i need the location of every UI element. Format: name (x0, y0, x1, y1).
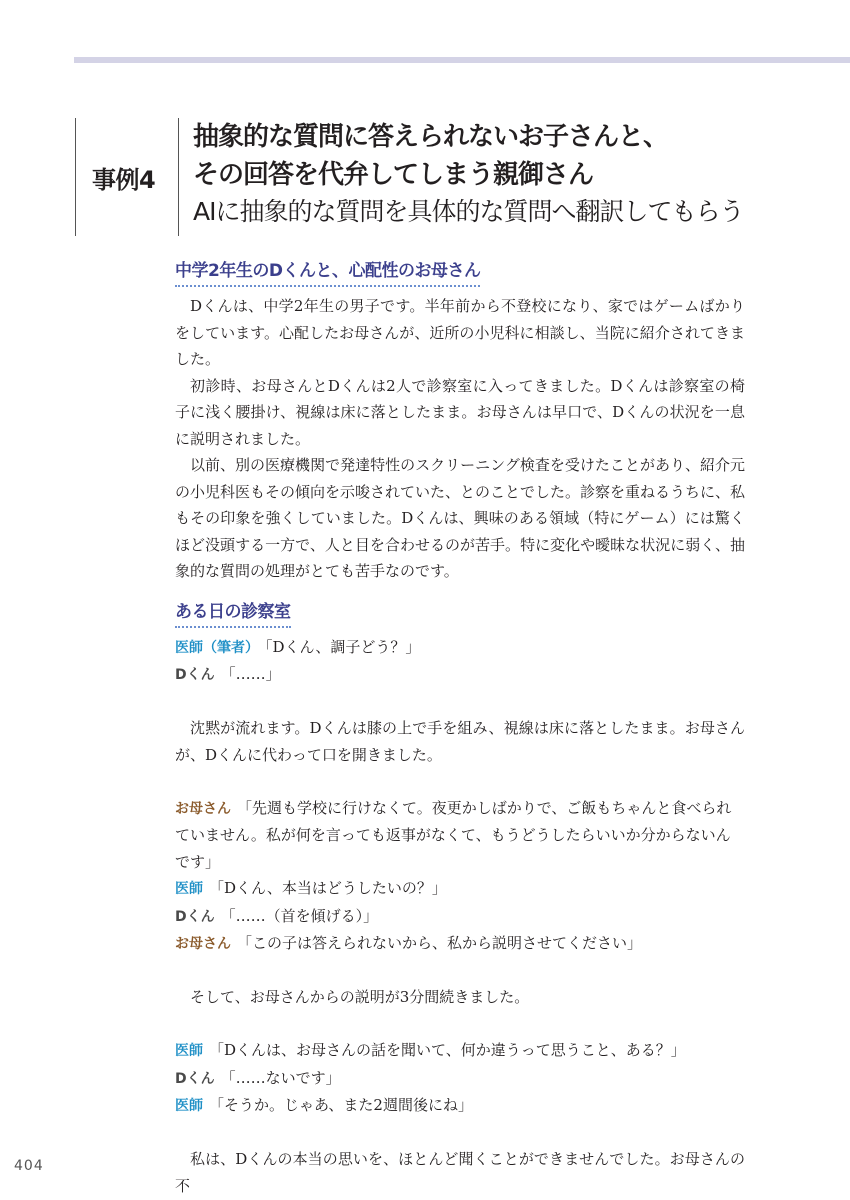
dialogue-line (175, 875, 745, 903)
speaker-mother: お母さん (175, 800, 231, 817)
narration: 沈黙が流れます。Dくんは膝の上で手を組み、視線は床に落としたまま。お母さんが、Dくんに代わって口を開きました。 (175, 719, 745, 764)
spacer (175, 689, 745, 716)
dialogue-text: 「……（首を傾げる）」 (220, 906, 379, 925)
dialogue-text: 「Dくんは、お母さんの話を聞いて、何か違うって思うこと、ある？」 (209, 1041, 686, 1059)
dialogue-line (175, 1065, 745, 1093)
paragraph: Dくんは、中学2年生の男子です。半年前から不登校になり、家ではゲームばかりをしています。心配したお母さんが、近所の小児科に相談し、当院に紹介されてきました。 (175, 297, 745, 368)
section-heading-2: ある日の診察室 (175, 599, 291, 628)
dialogue-line (175, 930, 745, 958)
dialogue-text: 「……ないです」 (220, 1068, 341, 1087)
header-rule (74, 57, 850, 63)
dialogue-line (175, 795, 745, 876)
speaker-doctor: 医師 (175, 1098, 203, 1114)
narration: そして、お母さんからの説明が3分間続きました。 (190, 988, 530, 1006)
case-title-line-2: その回答を代弁してしまう親御さん (193, 160, 594, 190)
dialogue-text: 「Dくん、調子どう？」 (265, 637, 421, 656)
speaker-d-kun: Dくん (175, 667, 215, 683)
speaker-doctor: 医師 (175, 1043, 203, 1059)
narration: 私は、Dくんの本当の思いを、ほとんど聞くことができませんでした。お母さんの不 (175, 1150, 745, 1195)
case-title-block (193, 118, 843, 230)
dialogue-line (175, 661, 745, 689)
speaker-d-kun: Dくん (175, 1070, 215, 1087)
case-label: 事例4 (92, 166, 156, 194)
dialogue-line (175, 634, 745, 662)
case-divider-left (75, 118, 76, 236)
paragraph: 初診時、お母さんとDくんは2人で診察室に入ってきました。Dくんは診察室の椅子に浅く腰掛け、視線は床に落としたまま。お母さんは早口で、Dくんの状況を一息に説明されました。 (175, 376, 745, 448)
speaker-d-kun: Dくん (175, 908, 215, 925)
case-subtitle: AIに抽象的な質問を具体的な質問へ翻訳してもらう (193, 197, 744, 226)
spacer (175, 585, 745, 599)
dialogue-text: 「Dくん、本当はどうしたいの？」 (209, 879, 447, 897)
paragraph: 以前、別の医療機関で発達特性のスクリーニング検査を受けたことがあり、紹介元の小児科医もその傾向を示唆されていた、とのことでした。診察を重ねるうちに、私もその印象を強くしていました。Dくんは、興味のある領域（特にゲーム）には驚くほど没頭する一方で、人と目を合わせるのが苦手。特に変化や曖昧な状況に弱く、抽象的な質問の処理がとても苦手なのです。 (175, 456, 746, 580)
dialogue-text: 「この子は答えられないから、私から説明させてください」 (237, 934, 643, 952)
spacer (175, 958, 745, 985)
dialogue-line (175, 1037, 745, 1065)
spacer (175, 768, 745, 795)
dialogue-text: 「そうか。じゃあ、また2週間後にね」 (209, 1096, 473, 1114)
dialogue-line (175, 1092, 745, 1120)
dialogue-text: 「……」 (220, 665, 281, 683)
speaker-doctor: 医師 (175, 881, 203, 897)
page-number: 404 (14, 1158, 44, 1174)
speaker-mother: お母さん (175, 936, 231, 952)
article-body (175, 258, 745, 1199)
case-title-line-1: 抽象的な質問に答えられないお子さんと、 (193, 122, 669, 152)
case-divider-right (178, 118, 179, 236)
dialogue-text: 「先週も学校に行けなくて。夜更かしばかりで、ご飯もちゃんと食べられていません。私が何を言っても返事がなくて、もうどうしたらいいか分からないんです」 (175, 798, 732, 871)
speaker-doctor: 医師（筆者） (175, 639, 259, 656)
dialogue-line (175, 903, 745, 931)
section-heading-1: 中学2年生のDくんと、心配性のお母さん (175, 258, 480, 287)
spacer (175, 1120, 745, 1147)
spacer (175, 1011, 745, 1038)
